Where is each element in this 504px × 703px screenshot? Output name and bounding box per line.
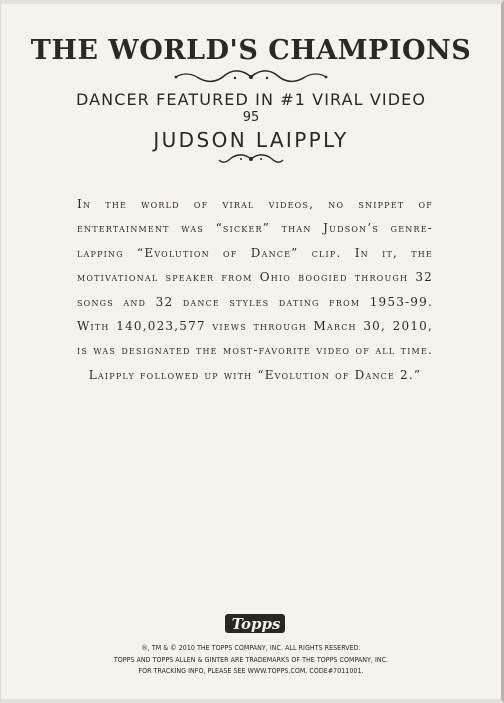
topps-logo bbox=[225, 610, 287, 636]
logo-text: Topps bbox=[231, 615, 281, 633]
legal-text bbox=[1, 643, 501, 678]
player-name: JUDSON LAIPPLY bbox=[153, 128, 349, 152]
series-title: THE WORLD'S CHAMPIONS bbox=[30, 35, 472, 66]
bio-paragraph: In the world of viral videos, no snippet of entertainment was “sicker” than Judson’s genre-lapping “Evolution of Dance” clip. In it, the motivational speaker from Ohio boogied through 32 songs and 32 dance styles dating from 1953-99. With 140,023,577 views through March 30, 2010, is was designated the most-favorite video of all time. Laipply followed up with “Evolution of Dance 2.” bbox=[77, 197, 433, 382]
header-flourish-ornament bbox=[1, 68, 501, 86]
card-number: 95 bbox=[242, 110, 260, 125]
player-title: DANCER FEATURED IN #1 VIRAL VIDEO bbox=[75, 90, 427, 109]
legal-line: FOR TRACKING INFO, PLEASE SEE WWW.TOPPS.COM. CODE#7011001. bbox=[138, 667, 364, 675]
name-flourish-ornament bbox=[1, 151, 501, 167]
legal-line: ®, TM & © 2010 THE TOPPS COMPANY, INC. ALL RIGHTS RESERVED. bbox=[141, 644, 361, 652]
legal-line: TOPPS AND TOPPS ALLEN & GINTER ARE TRADEMARKS OF THE TOPPS COMPANY, INC. bbox=[113, 655, 389, 664]
